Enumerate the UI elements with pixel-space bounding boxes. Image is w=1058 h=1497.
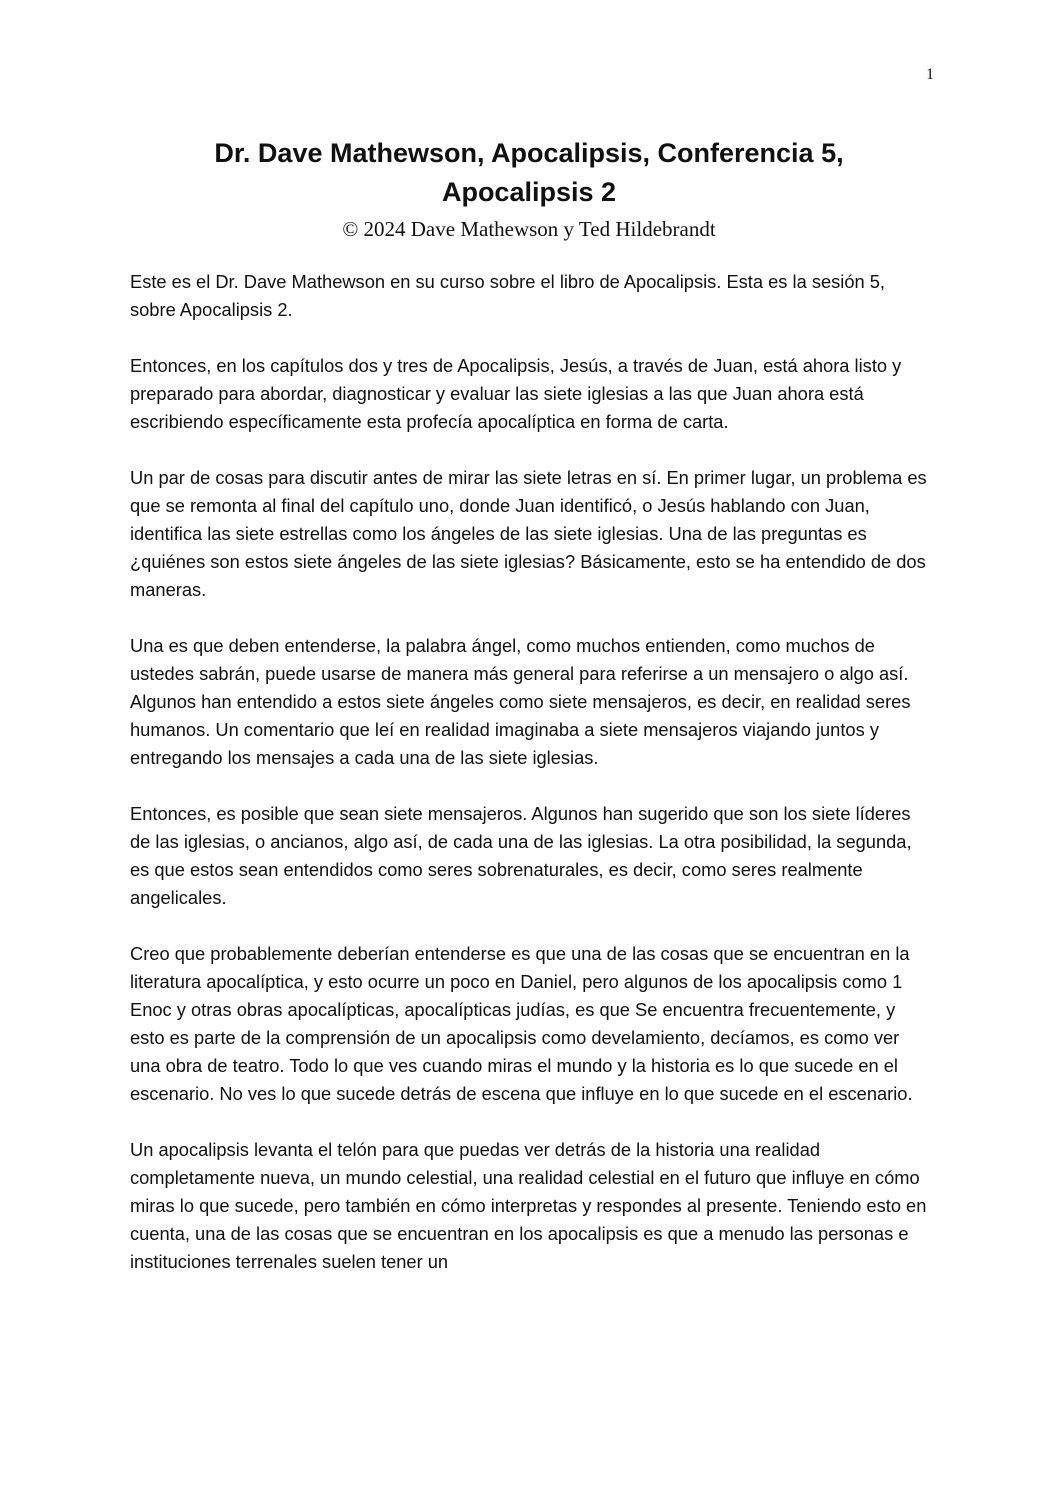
paragraph: Entonces, es posible que sean siete mensajeros. Algunos han sugerido que son los siete líderes de las iglesias, o ancianos, algo así, de cada una de las iglesias. La otra posibilidad, la segunda, es que estos sean entendidos como seres sobrenaturales, es decir, como seres realmente angelicales. [130,803,912,908]
paragraph: Creo que probablemente deberían entenderse es que una de las cosas que se encuentran en la literatura apocalíptica, y esto ocurre un poco en Daniel, pero algunos de los apocalipsis como 1 Enoc y otras obras apocalípticas, apocalípticas judías, es que Se encuentra frecuentemente, y esto es parte de la comprensión de un apocalipsis como develamiento, decíamos, es como ver una obra de teatro. Todo lo que ves cuando miras el mundo y la historia es lo que sucede en el escenario. No ves lo que sucede detrás de escena que influye en lo que sucede en el escenario. [130,943,913,1104]
document-title [130,134,928,212]
paragraph: Un apocalipsis levanta el telón para que puedas ver detrás de la historia una realidad completamente nueva, un mundo celestial, una realidad celestial en el futuro que influye en cómo miras lo que sucede, pero también en cómo interpretas y respondes al presente. Teniendo esto en cuenta, una de las cosas que se encuentran en los apocalipsis es que a menudo las personas e instituciones terrenales suelen tener un [130,1139,927,1272]
title-line-2: Apocalipsis 2 [441,177,617,207]
paragraph: Un par de cosas para discutir antes de mirar las siete letras en sí. En primer lugar, un problema es que se remonta al final del capítulo uno, donde Juan identificó, o Jesús hablando con Juan, identifica las siete estrellas como los ángeles de las siete iglesias. Una de las preguntas es ¿quiénes son estos siete ángeles de las siete iglesias? Básicamente, esto se ha entendido de dos maneras. [130,467,927,600]
paragraph: Una es que deben entenderse, la palabra ángel, como muchos entienden, como muchos de ustedes sabrán, puede usarse de manera más general para referirse a un mensajero o algo así. Algunos han entendido a estos siete ángeles como siete mensajeros, es decir, en realidad seres humanos. Un comentario que leí en realidad imaginaba a siete mensajeros viajando juntos y entregando los mensajes a cada una de las siete iglesias. [130,635,911,768]
page-number: 1 [926,66,934,83]
body-text [130,268,930,1304]
title-line-1: Dr. Dave Mathewson, Apocalipsis, Conferencia 5, [214,138,844,168]
paragraph: Entonces, en los capítulos dos y tres de Apocalipsis, Jesús, a través de Juan, está ahora listo y preparado para abordar, diagnosticar y evaluar las siete iglesias a las que Juan ahora está escribiendo específicamente esta profecía apocalíptica en forma de carta. [130,355,902,432]
copyright-line: © 2024 Dave Mathewson y Ted Hildebrandt [342,217,716,241]
paragraph: Este es el Dr. Dave Mathewson en su curso sobre el libro de Apocalipsis. Esta es la sesión 5, sobre Apocalipsis 2. [130,271,885,320]
